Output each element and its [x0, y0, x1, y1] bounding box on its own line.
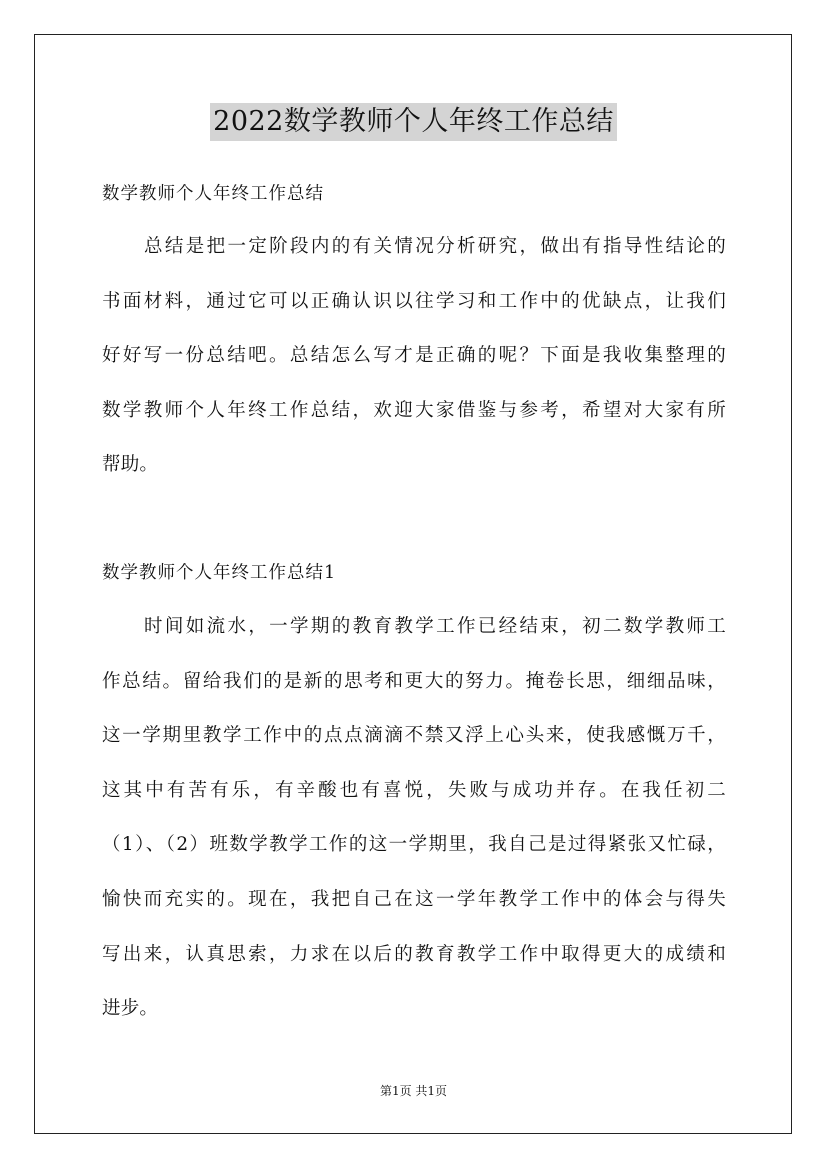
paragraph-line: 好好写一份总结吧。总结怎么写才是正确的呢？下面是我收集整理的 [102, 345, 726, 367]
paragraph-line: 时间如流水，一学期的教育教学工作已经结束，初二数学教师工 [144, 616, 726, 637]
section1-paragraph [102, 612, 726, 1049]
paragraph-line: 愉快而充实的。现在，我把自己在这一学年教学工作中的体会与得失 [102, 888, 726, 910]
paragraph-line: 总结是把一定阶段内的有关情况分析研究，做出有指导性结论的 [144, 236, 726, 257]
paragraph-line: 这一学期里教学工作中的点点滴滴不禁又浮上心头来，使我感慨万千， [102, 725, 726, 747]
paragraph-line: 写出来，认真思索，力求在以后的教育教学工作中取得更大的成绩和 [102, 943, 726, 965]
intro-paragraph [102, 232, 726, 505]
section1-heading: 数学教师个人年终工作总结1 [102, 563, 337, 583]
intro-heading: 数学教师个人年终工作总结 [102, 184, 324, 204]
paragraph-line: 这其中有苦有乐，有辛酸也有喜悦，失败与成功并存。在我任初二 [102, 779, 726, 801]
paragraph-line: 书面材料，通过它可以正确认识以往学习和工作中的优缺点，让我们 [102, 290, 726, 312]
paragraph-line: 数学教师个人年终工作总结，欢迎大家借鉴与参考，希望对大家有所 [102, 399, 726, 421]
paragraph-line: 进步。 [102, 998, 159, 1020]
document-title: 2022数学教师个人年终工作总结 [210, 103, 617, 141]
page-footer: 第1页 共1页 [379, 1084, 448, 1098]
title-container [0, 103, 827, 141]
paragraph-line: 帮助。 [102, 454, 159, 476]
paragraph-line: 作总结。留给我们的是新的思考和更大的努力。掩卷长思，细细品味， [102, 670, 726, 692]
paragraph-line: （1）、（2）班数学教学工作的这一学期里，我自己是过得紧张又忙碌， [102, 834, 726, 856]
